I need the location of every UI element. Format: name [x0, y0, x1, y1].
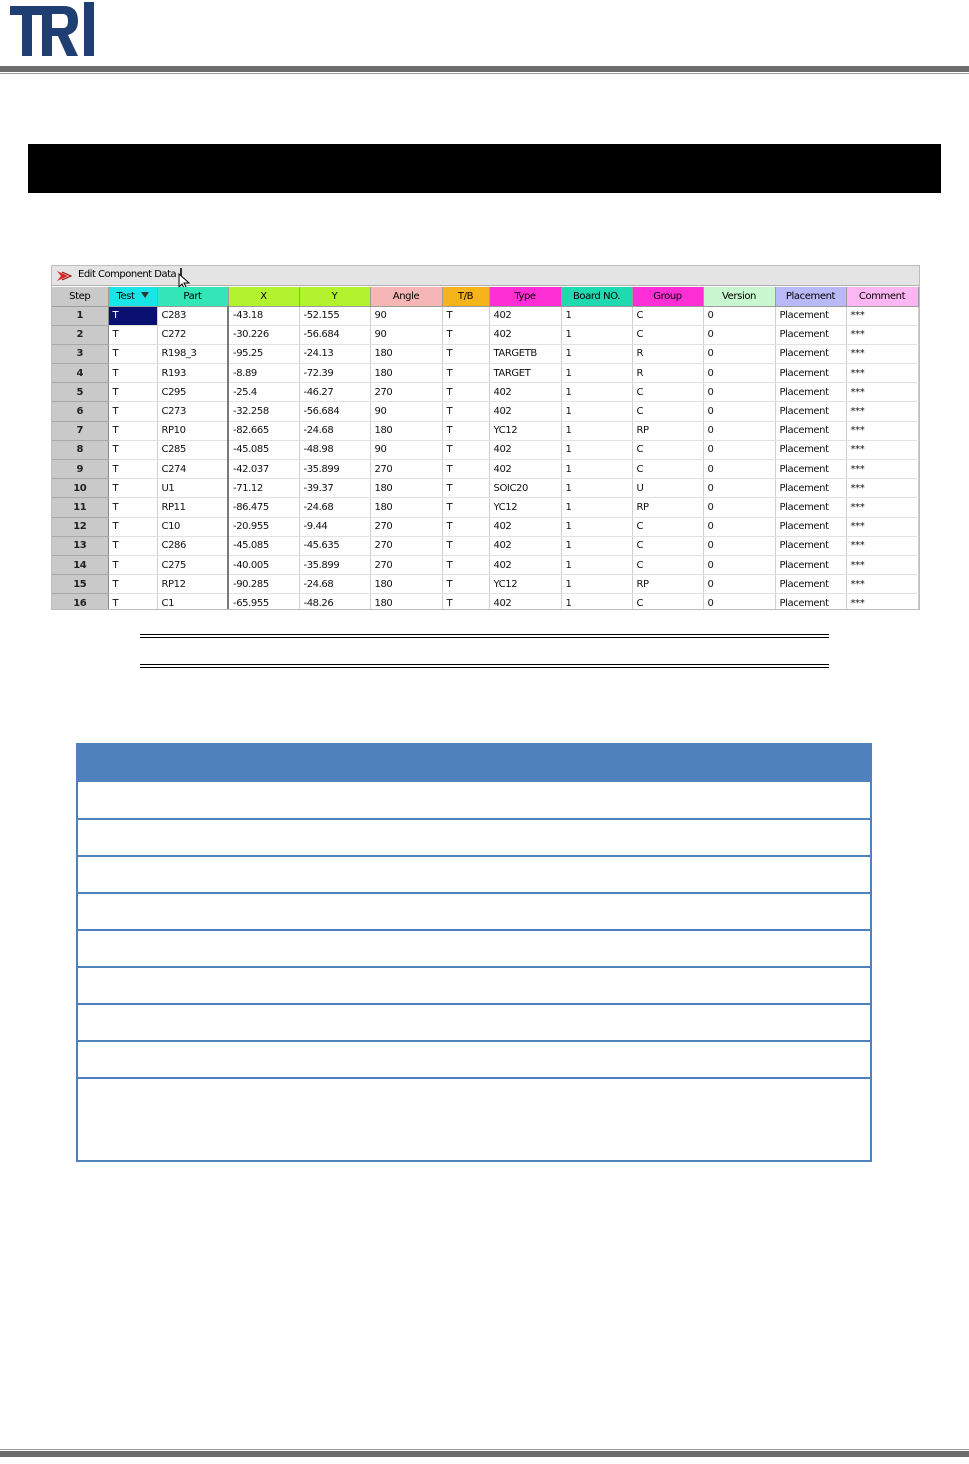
grid-cell[interactable]: *** — [846, 364, 918, 383]
grid-cell[interactable]: *** — [846, 440, 918, 459]
grid-cell[interactable]: 0 — [703, 555, 775, 574]
grid-cell[interactable]: -30.226 — [228, 325, 299, 344]
column-header-placement[interactable] — [775, 287, 846, 306]
grid-cell[interactable]: TARGET — [489, 364, 561, 383]
grid-cell[interactable]: Placement — [775, 555, 846, 574]
grid-cell[interactable]: *** — [846, 479, 918, 498]
component-data-grid-screenshot — [51, 265, 920, 610]
grid-cell[interactable]: -24.13 — [299, 344, 370, 363]
grid-cell[interactable]: -82.665 — [228, 421, 299, 440]
grid-cell[interactable]: T — [442, 402, 489, 421]
grid-cell[interactable]: 0 — [703, 498, 775, 517]
grid-cell[interactable]: Placement — [775, 575, 846, 594]
grid-cell[interactable]: T — [108, 479, 157, 498]
grid-cell[interactable]: 1 — [561, 402, 632, 421]
grid-cell[interactable]: Placement — [775, 325, 846, 344]
row-step-cell[interactable]: 2 — [52, 325, 108, 344]
grid-cell[interactable]: U — [632, 479, 703, 498]
grid-cell[interactable]: -24.68 — [299, 421, 370, 440]
grid-cell[interactable]: -35.899 — [299, 555, 370, 574]
grid-cell[interactable]: -45.085 — [228, 440, 299, 459]
grid-cell[interactable]: *** — [846, 344, 918, 363]
column-header-t-b[interactable] — [442, 287, 489, 306]
grid-cell[interactable]: 1 — [561, 306, 632, 325]
table-row[interactable] — [52, 594, 918, 610]
row-step-cell[interactable]: 13 — [52, 536, 108, 555]
table-row[interactable] — [52, 498, 918, 517]
table-row[interactable] — [52, 383, 918, 402]
grid-cell[interactable]: 1 — [561, 536, 632, 555]
column-header-label: Angle — [392, 290, 420, 302]
grid-cell[interactable]: 90 — [370, 325, 442, 344]
column-header-type[interactable] — [489, 287, 561, 306]
grid-cell[interactable]: 1 — [561, 460, 632, 479]
grid-cell[interactable]: 0 — [703, 440, 775, 459]
column-header-group[interactable] — [632, 287, 703, 306]
grid-cell[interactable]: 0 — [703, 325, 775, 344]
grid-cell[interactable]: T — [108, 575, 157, 594]
grid-cell[interactable]: 90 — [370, 440, 442, 459]
grid-cell[interactable]: T — [442, 594, 489, 610]
grid-cell[interactable]: C — [632, 440, 703, 459]
grid-cell[interactable]: 270 — [370, 536, 442, 555]
grid-cell[interactable]: RP10 — [157, 421, 228, 440]
blue-table-header — [78, 745, 870, 782]
grid-cell[interactable]: 270 — [370, 517, 442, 536]
grid-cell[interactable]: R — [632, 364, 703, 383]
grid-cell[interactable]: 180 — [370, 479, 442, 498]
grid-cell[interactable]: T — [108, 383, 157, 402]
grid-cell[interactable]: 180 — [370, 594, 442, 610]
component-grid-table — [52, 287, 919, 610]
grid-cell[interactable]: YC12 — [489, 575, 561, 594]
grid-cell[interactable]: YC12 — [489, 421, 561, 440]
grid-cell[interactable]: -42.037 — [228, 460, 299, 479]
row-step-cell[interactable]: 12 — [52, 517, 108, 536]
grid-cell[interactable]: *** — [846, 383, 918, 402]
table-row[interactable] — [52, 325, 918, 344]
grid-cell[interactable]: C — [632, 306, 703, 325]
grid-cell[interactable]: T — [442, 536, 489, 555]
grid-cell[interactable]: 1 — [561, 344, 632, 363]
grid-cell[interactable]: T — [108, 364, 157, 383]
grid-cell[interactable]: 90 — [370, 306, 442, 325]
grid-cell[interactable]: T — [442, 306, 489, 325]
blue-table-row — [78, 1005, 870, 1042]
blue-table — [76, 743, 872, 1162]
column-header-label: Y — [331, 290, 338, 302]
table-row[interactable] — [52, 517, 918, 536]
grid-cell[interactable]: 402 — [489, 460, 561, 479]
row-step-cell[interactable]: 9 — [52, 460, 108, 479]
grid-cell[interactable]: T — [108, 460, 157, 479]
grid-cell[interactable]: 90 — [370, 402, 442, 421]
grid-cell[interactable]: C10 — [157, 517, 228, 536]
table-row[interactable] — [52, 479, 918, 498]
column-header-version[interactable] — [703, 287, 775, 306]
grid-cell[interactable]: -24.68 — [299, 498, 370, 517]
grid-cell[interactable]: 1 — [561, 383, 632, 402]
grid-cell[interactable]: C — [632, 517, 703, 536]
footer-rule — [0, 1451, 969, 1457]
grid-cell[interactable]: C — [632, 460, 703, 479]
grid-cell[interactable]: 0 — [703, 479, 775, 498]
blue-table-row — [78, 894, 870, 931]
grid-cell[interactable]: Placement — [775, 421, 846, 440]
grid-cell[interactable]: 0 — [703, 383, 775, 402]
grid-cell[interactable]: -90.285 — [228, 575, 299, 594]
grid-cell[interactable]: T — [108, 344, 157, 363]
blue-table-row — [78, 931, 870, 968]
grid-cell[interactable]: 1 — [561, 498, 632, 517]
grid-cell[interactable]: Placement — [775, 517, 846, 536]
grid-cell[interactable]: *** — [846, 460, 918, 479]
grid-cell[interactable]: U1 — [157, 479, 228, 498]
grid-cell[interactable]: *** — [846, 402, 918, 421]
grid-cell[interactable]: *** — [846, 421, 918, 440]
grid-cell[interactable]: T — [442, 383, 489, 402]
column-header-label: Part — [183, 290, 202, 302]
section-title-bar — [28, 144, 941, 193]
grid-cell[interactable]: C275 — [157, 555, 228, 574]
grid-cell[interactable]: -65.955 — [228, 594, 299, 610]
grid-cell[interactable]: -52.155 — [299, 306, 370, 325]
grid-cell[interactable]: 180 — [370, 364, 442, 383]
row-step-cell[interactable]: 1 — [52, 306, 108, 325]
grid-cell[interactable]: T — [108, 421, 157, 440]
row-step-cell[interactable]: 7 — [52, 421, 108, 440]
blue-table-row — [78, 968, 870, 1005]
blue-table-row — [78, 782, 870, 820]
grid-cell[interactable]: 180 — [370, 575, 442, 594]
row-step-cell[interactable]: 5 — [52, 383, 108, 402]
grid-cell[interactable]: T — [442, 517, 489, 536]
column-header-label: T/B — [457, 290, 474, 302]
grid-cell[interactable]: 0 — [703, 536, 775, 555]
grid-cell[interactable]: T — [108, 555, 157, 574]
grid-cell[interactable]: 1 — [561, 575, 632, 594]
grid-cell[interactable]: 0 — [703, 460, 775, 479]
caption-rule-top — [140, 634, 829, 635]
footer-rule-thin — [0, 1449, 969, 1450]
grid-cell[interactable]: C1 — [157, 594, 228, 610]
grid-cell[interactable]: *** — [846, 575, 918, 594]
grid-cell[interactable]: 1 — [561, 555, 632, 574]
grid-cell[interactable]: 0 — [703, 344, 775, 363]
grid-cell[interactable]: *** — [846, 594, 918, 610]
grid-cell[interactable]: -39.37 — [299, 479, 370, 498]
column-header-board-no[interactable] — [561, 287, 632, 306]
grid-cell[interactable]: *** — [846, 325, 918, 344]
grid-cell[interactable]: 402 — [489, 402, 561, 421]
grid-cell[interactable]: T — [442, 460, 489, 479]
grid-cell[interactable]: *** — [846, 536, 918, 555]
grid-cell[interactable]: RP — [632, 498, 703, 517]
grid-cell[interactable]: C274 — [157, 460, 228, 479]
table-row[interactable] — [52, 555, 918, 574]
caption-rule-bottom — [140, 664, 829, 665]
column-header-part[interactable] — [157, 287, 228, 306]
row-step-cell[interactable]: 6 — [52, 402, 108, 421]
grid-cell[interactable]: Placement — [775, 536, 846, 555]
grid-cell[interactable]: RP — [632, 575, 703, 594]
grid-cell[interactable]: 270 — [370, 555, 442, 574]
grid-cell[interactable]: Placement — [775, 364, 846, 383]
grid-cell[interactable]: -45.085 — [228, 536, 299, 555]
blue-table-row — [78, 820, 870, 857]
grid-cell[interactable]: -35.899 — [299, 460, 370, 479]
grid-cell[interactable]: 0 — [703, 364, 775, 383]
grid-cell[interactable]: *** — [846, 517, 918, 536]
grid-cell[interactable]: Placement — [775, 594, 846, 610]
column-header-step[interactable] — [52, 287, 108, 306]
grid-cell[interactable]: *** — [846, 498, 918, 517]
grid-cell[interactable]: RP11 — [157, 498, 228, 517]
grid-cell[interactable]: Placement — [775, 498, 846, 517]
grid-cell[interactable]: -56.684 — [299, 402, 370, 421]
grid-cell[interactable]: -25.4 — [228, 383, 299, 402]
grid-cell[interactable]: 270 — [370, 383, 442, 402]
blue-table-row — [78, 857, 870, 894]
table-row[interactable] — [52, 536, 918, 555]
grid-cell[interactable]: T — [108, 402, 157, 421]
column-header-comment[interactable] — [846, 287, 918, 306]
grid-cell[interactable]: T — [442, 498, 489, 517]
column-header-label: X — [260, 290, 267, 302]
grid-cell[interactable]: C272 — [157, 325, 228, 344]
column-header-angle[interactable] — [370, 287, 442, 306]
column-header-label: Version — [722, 290, 756, 302]
grid-cell[interactable]: -72.39 — [299, 364, 370, 383]
column-header-label: Step — [69, 290, 91, 302]
header-rule — [0, 66, 969, 72]
grid-cell[interactable]: 0 — [703, 517, 775, 536]
grid-cell[interactable]: 1 — [561, 364, 632, 383]
grid-cell[interactable]: 402 — [489, 555, 561, 574]
grid-cell[interactable]: C285 — [157, 440, 228, 459]
caption-rule-top-2 — [140, 637, 829, 638]
grid-cell[interactable]: 0 — [703, 594, 775, 610]
grid-cell[interactable]: -9.44 — [299, 517, 370, 536]
table-row[interactable] — [52, 402, 918, 421]
grid-cell[interactable]: 402 — [489, 440, 561, 459]
grid-cell[interactable]: Placement — [775, 383, 846, 402]
column-header-label: Placement — [785, 290, 836, 302]
column-header-label: Type — [514, 290, 536, 302]
column-header-label: Comment — [858, 290, 906, 302]
grid-cell[interactable]: C273 — [157, 402, 228, 421]
grid-cell[interactable]: -48.26 — [299, 594, 370, 610]
grid-window-title: Edit Component Data — [78, 269, 177, 280]
grid-cell[interactable]: -20.955 — [228, 517, 299, 536]
grid-cell[interactable]: 0 — [703, 421, 775, 440]
grid-cell[interactable]: Placement — [775, 402, 846, 421]
arrow-icon — [56, 269, 72, 283]
grid-cell[interactable]: C283 — [157, 306, 228, 325]
grid-cell[interactable]: 402 — [489, 383, 561, 402]
grid-cell[interactable]: T — [108, 306, 157, 325]
grid-cell[interactable]: T — [442, 364, 489, 383]
grid-cell[interactable]: T — [442, 440, 489, 459]
table-row[interactable] — [52, 364, 918, 383]
row-step-cell[interactable]: 11 — [52, 498, 108, 517]
grid-cell[interactable]: C — [632, 594, 703, 610]
table-row[interactable] — [52, 460, 918, 479]
grid-cell[interactable]: *** — [846, 555, 918, 574]
grid-cell[interactable]: 402 — [489, 536, 561, 555]
grid-cell[interactable]: C — [632, 555, 703, 574]
grid-cell[interactable]: R198_3 — [157, 344, 228, 363]
grid-cell[interactable]: 1 — [561, 594, 632, 610]
tri-logo — [8, 0, 100, 60]
grid-cell[interactable]: RP12 — [157, 575, 228, 594]
grid-cell[interactable]: Placement — [775, 344, 846, 363]
grid-cell[interactable]: -86.475 — [228, 498, 299, 517]
column-header-y[interactable] — [299, 287, 370, 306]
grid-cell[interactable]: -46.27 — [299, 383, 370, 402]
row-step-cell[interactable]: 4 — [52, 364, 108, 383]
grid-cell[interactable]: Placement — [775, 306, 846, 325]
blue-table-row — [78, 1042, 870, 1079]
grid-cell[interactable]: -32.258 — [228, 402, 299, 421]
grid-cell[interactable]: 1 — [561, 479, 632, 498]
grid-cell[interactable]: R193 — [157, 364, 228, 383]
grid-cell[interactable]: T — [108, 594, 157, 610]
grid-cell[interactable]: 1 — [561, 421, 632, 440]
grid-cell[interactable]: C — [632, 536, 703, 555]
grid-cell[interactable]: -40.005 — [228, 555, 299, 574]
row-step-cell[interactable]: 14 — [52, 555, 108, 574]
grid-cell[interactable]: C — [632, 325, 703, 344]
grid-cell[interactable]: C295 — [157, 383, 228, 402]
table-row[interactable] — [52, 575, 918, 594]
grid-cell[interactable]: -56.684 — [299, 325, 370, 344]
grid-cell[interactable]: T — [442, 325, 489, 344]
grid-cell[interactable]: T — [108, 325, 157, 344]
grid-cell[interactable]: 180 — [370, 344, 442, 363]
grid-cell[interactable]: T — [108, 536, 157, 555]
grid-cell[interactable]: RP — [632, 421, 703, 440]
grid-cell[interactable]: TARGETB — [489, 344, 561, 363]
grid-cell[interactable]: -95.25 — [228, 344, 299, 363]
grid-cell[interactable]: 1 — [561, 440, 632, 459]
grid-cell[interactable]: T — [108, 517, 157, 536]
grid-cell[interactable]: SOIC20 — [489, 479, 561, 498]
grid-cell[interactable]: 270 — [370, 460, 442, 479]
column-header-x[interactable] — [228, 287, 299, 306]
grid-cell[interactable]: Placement — [775, 440, 846, 459]
grid-cell[interactable]: T — [108, 440, 157, 459]
grid-cell[interactable]: 0 — [703, 402, 775, 421]
table-row[interactable] — [52, 344, 918, 363]
caption-rule-bottom-2 — [140, 667, 829, 668]
grid-cell[interactable]: T — [108, 498, 157, 517]
row-step-cell[interactable]: 16 — [52, 594, 108, 610]
table-row[interactable] — [52, 440, 918, 459]
grid-cell[interactable]: 402 — [489, 325, 561, 344]
row-step-cell[interactable]: 3 — [52, 344, 108, 363]
grid-cell[interactable]: C — [632, 402, 703, 421]
grid-cell[interactable]: 402 — [489, 306, 561, 325]
table-row[interactable] — [52, 421, 918, 440]
grid-cell[interactable]: T — [442, 575, 489, 594]
row-step-cell[interactable]: 8 — [52, 440, 108, 459]
grid-cell[interactable]: T — [442, 421, 489, 440]
grid-cell[interactable]: T — [442, 344, 489, 363]
grid-cell[interactable]: -45.635 — [299, 536, 370, 555]
column-header-label: Board NO. — [572, 290, 621, 302]
grid-cell[interactable]: -48.98 — [299, 440, 370, 459]
grid-cell[interactable]: T — [442, 479, 489, 498]
grid-cell[interactable]: 180 — [370, 421, 442, 440]
grid-cell[interactable]: Placement — [775, 460, 846, 479]
table-row[interactable] — [52, 306, 918, 325]
column-header-label: Test — [116, 290, 135, 302]
row-step-cell[interactable]: 10 — [52, 479, 108, 498]
grid-cell[interactable]: R — [632, 344, 703, 363]
grid-header-row — [52, 287, 918, 306]
grid-cell[interactable]: -43.18 — [228, 306, 299, 325]
grid-cell[interactable]: *** — [846, 306, 918, 325]
grid-cell[interactable]: 0 — [703, 575, 775, 594]
grid-cell[interactable]: 402 — [489, 594, 561, 610]
grid-cell[interactable]: 180 — [370, 498, 442, 517]
grid-cell[interactable]: C286 — [157, 536, 228, 555]
grid-cell[interactable]: -71.12 — [228, 479, 299, 498]
grid-cell[interactable]: C — [632, 383, 703, 402]
filter-arrow-icon[interactable] — [141, 291, 149, 302]
grid-cell[interactable]: 0 — [703, 306, 775, 325]
grid-cell[interactable]: -8.89 — [228, 364, 299, 383]
grid-cell[interactable]: T — [442, 555, 489, 574]
row-step-cell[interactable]: 15 — [52, 575, 108, 594]
header-rule-thin — [0, 73, 969, 74]
grid-cell[interactable]: Placement — [775, 479, 846, 498]
grid-cell[interactable]: 402 — [489, 517, 561, 536]
grid-cell[interactable]: 1 — [561, 517, 632, 536]
grid-window-titlebar — [52, 266, 920, 286]
column-header-test[interactable] — [108, 287, 157, 306]
grid-cell[interactable]: -24.68 — [299, 575, 370, 594]
grid-cell[interactable]: 1 — [561, 325, 632, 344]
grid-cell[interactable]: YC12 — [489, 498, 561, 517]
column-header-label: Group — [653, 290, 682, 302]
